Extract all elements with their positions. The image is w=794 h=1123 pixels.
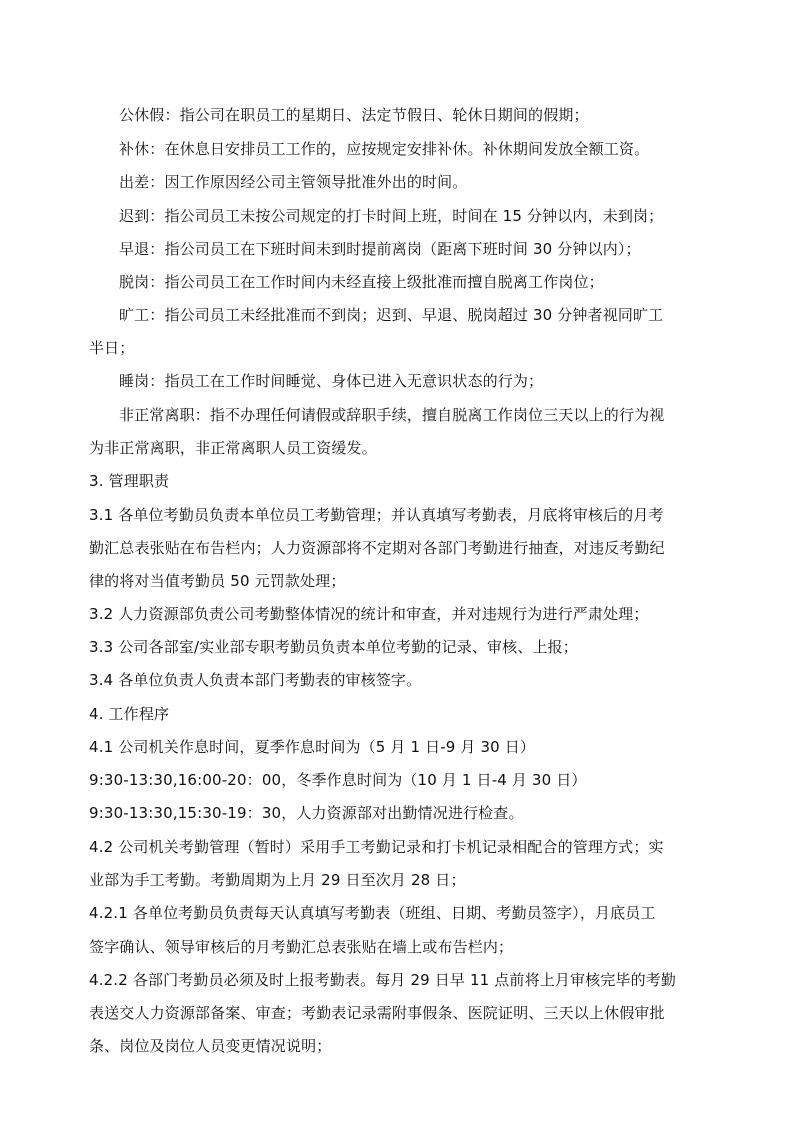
- clause-4-2-1-continued: 签字确认、领导审核后的月考勤汇总表张贴在墙上或布告栏内；: [89, 938, 514, 956]
- clause-4-2-continued: 业部为手工考勤。考勤周期为上月 29 日至次月 28 日；: [89, 871, 466, 889]
- definition-absenteeism: 旷工：指公司员工未经批准而不到岗；迟到、早退、脱岗超过 30 分钟者视同旷工: [119, 306, 664, 324]
- clause-4-2: 4.2 公司机关考勤管理（暂时）采用手工考勤记录和打卡机记录相配合的管理方式；实: [89, 838, 664, 856]
- clause-4-1-summer-hours: 9:30-13:30,16:00-20：00，冬季作息时间为（10 月 1 日-4 月 30 日）: [89, 771, 587, 789]
- clause-3-1: 3.1 各单位考勤员负责本单位员工考勤管理；并认真填写考勤表，月底将审核后的月考: [89, 506, 664, 524]
- definition-absenteeism-continued: 半日；: [89, 339, 135, 357]
- clause-4-2-1: 4.2.1 各单位考勤员负责每天认真填写考勤表（班组、日期、考勤员签字），月底员工: [89, 904, 656, 922]
- clause-3-1-continued: 勤汇总表张贴在布告栏内；人力资源部将不定期对各部门考勤进行抽查，对违反考勤纪: [89, 539, 665, 557]
- definition-leave-early: 早退：指公司员工在下班时间未到时提前离岗（距离下班时间 30 分钟以内）；: [119, 240, 641, 258]
- definition-late: 迟到：指公司员工未按公司规定的打卡时间上班，时间在 15 分钟以内，未到岗；: [119, 207, 664, 225]
- clause-4-2-2-ending: 条、岗位及岗位人员变更情况说明；: [89, 1037, 332, 1055]
- definition-abnormal-resignation-continued: 为非正常离职，非正常离职人员工资缓发。: [89, 439, 377, 457]
- section-heading-work-procedure: 4. 工作程序: [89, 705, 170, 723]
- clause-4-1: 4.1 公司机关作息时间，夏季作息时间为（5 月 1 日-9 月 30 日）: [89, 738, 536, 756]
- section-heading-management-duties: 3. 管理职责: [89, 472, 170, 490]
- clause-4-2-2: 4.2.2 各部门考勤员必须及时上报考勤表。每月 29 日早 11 点前将上月审核完毕的考勤: [89, 971, 677, 989]
- clause-3-3: 3.3 公司各部室/实业部专职考勤员负责本单位考勤的记录、审核、上报；: [89, 638, 578, 656]
- definition-abnormal-resignation: 非正常离职：指不办理任何请假或辞职手续，擅自脱离工作岗位三天以上的行为视: [119, 406, 665, 424]
- clause-3-4: 3.4 各单位负责人负责本部门考勤表的审核签字。: [89, 671, 422, 689]
- definition-sleeping-on-duty: 睡岗：指员工在工作时间睡觉、身体已进入无意识状态的行为；: [119, 372, 544, 390]
- definition-business-trip: 出差：因工作原因经公司主管领导批准外出的时间。: [119, 173, 468, 191]
- clause-3-1-ending: 律的将对当值考勤员 50 元罚款处理；: [89, 572, 346, 590]
- clause-4-1-winter-hours: 9:30-13:30,15:30-19：30，人力资源部对出勤情况进行检查。: [89, 804, 524, 822]
- definition-absent-from-post: 脱岗：指公司员工在工作时间内未经直接上级批准而擅自脱离工作岗位；: [119, 273, 604, 291]
- clause-3-2: 3.2 人力资源部负责公司考勤整体情况的统计和审查，并对违规行为进行严肃处理；: [89, 605, 649, 623]
- clause-4-2-2-continued: 表送交人力资源部备案、审查；考勤表记录需附事假条、医院证明、三天以上休假审批: [89, 1004, 665, 1022]
- definition-public-holiday: 公休假：指公司在职员工的星期日、法定节假日、轮休日期间的假期；: [119, 106, 589, 124]
- definition-compensatory-leave: 补休：在休息日安排员工工作的，应按规定安排补休。补休期间发放全额工资。: [119, 140, 650, 158]
